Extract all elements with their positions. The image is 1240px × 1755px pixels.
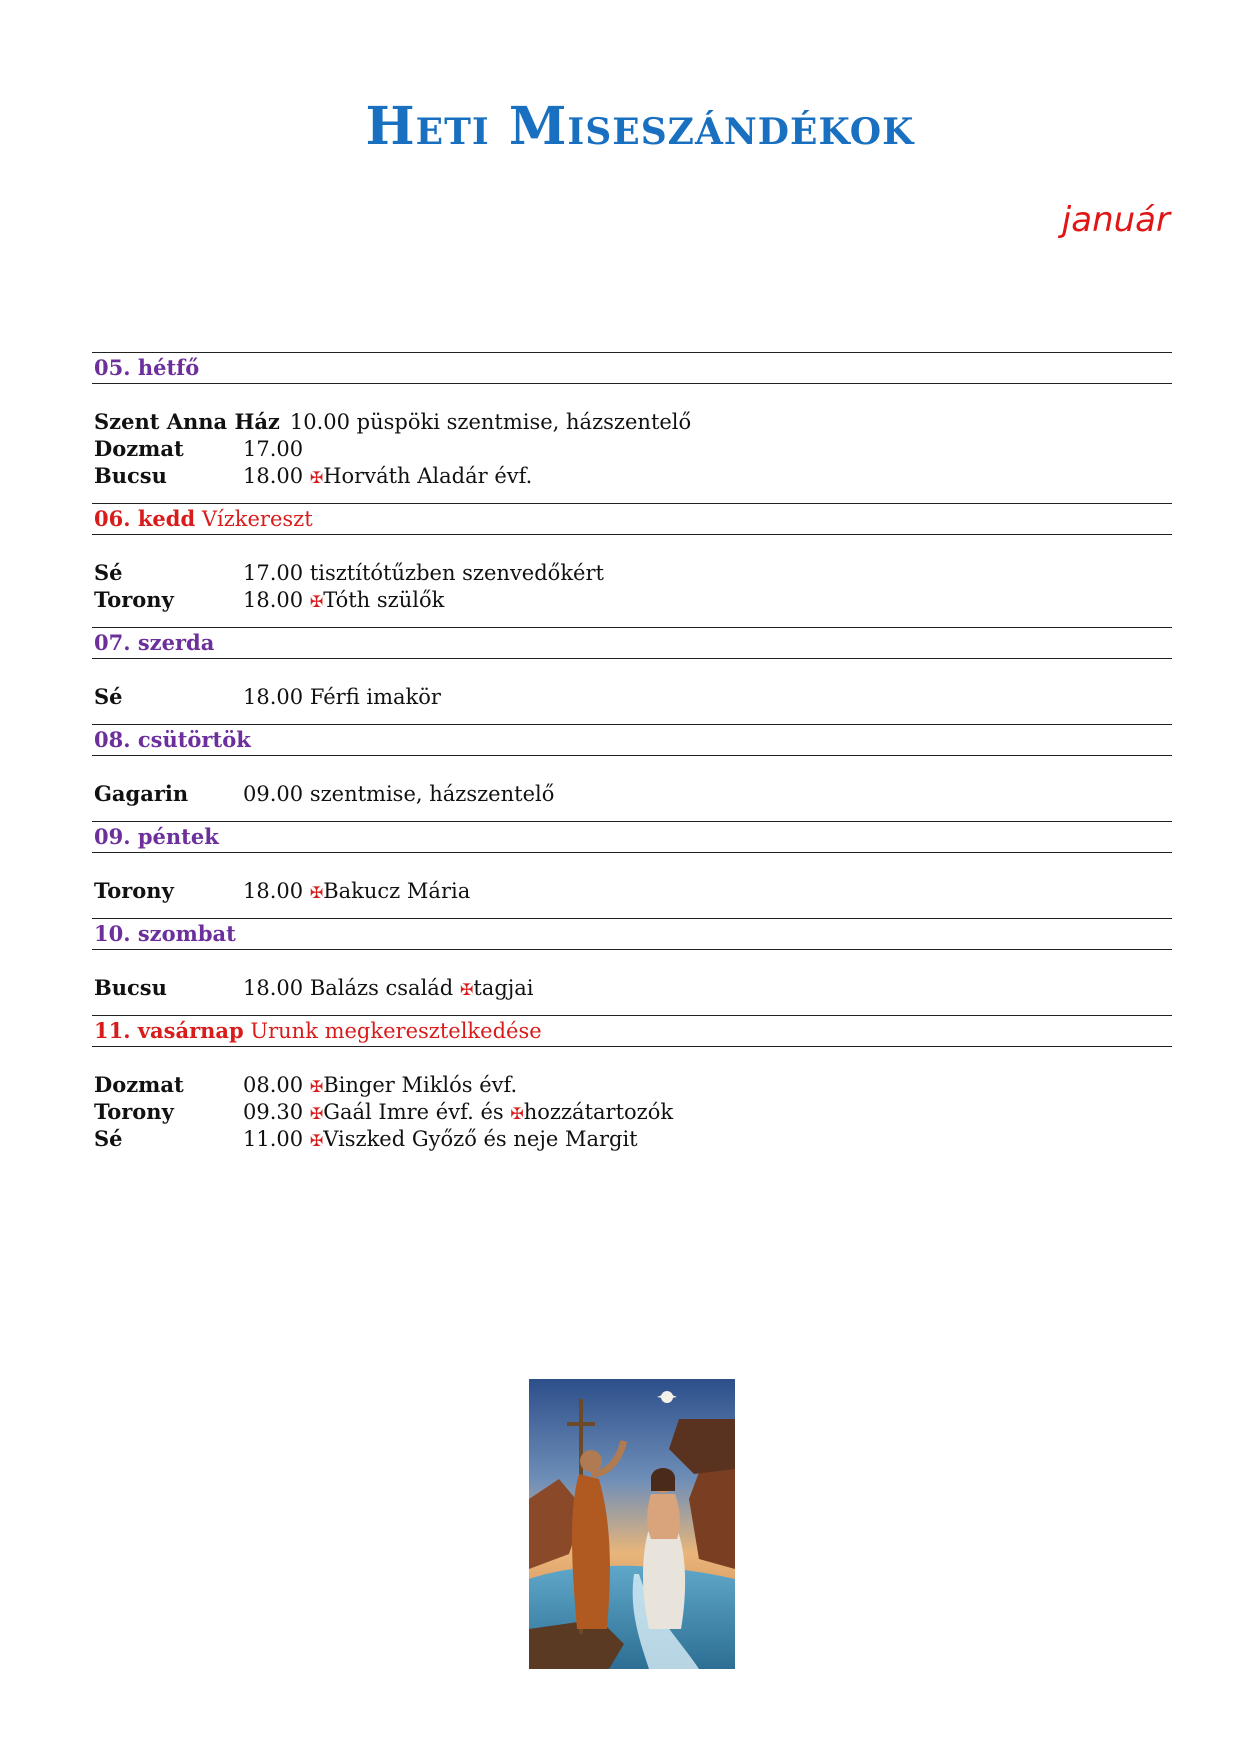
day-entries (92, 950, 1172, 1015)
entry-time: 11.00 (243, 1127, 304, 1151)
day-name: 07. szerda (94, 630, 215, 655)
entry-location: Bucsu (94, 463, 167, 488)
mass-entry (92, 559, 1172, 586)
entry-time: 09.00 (243, 782, 304, 806)
day-entries (92, 853, 1172, 918)
mass-entry (92, 1071, 1172, 1098)
entry-time: 18.00 (243, 588, 304, 612)
cross-icon: ✠ (510, 1104, 524, 1123)
entry-location: Torony (94, 1099, 174, 1124)
entry-intention: Balázs család (309, 976, 454, 1000)
entry-intention-continued: hozzátartozók (523, 1100, 674, 1124)
day-header (92, 918, 1172, 950)
day-entries (92, 659, 1172, 724)
entry-time: 18.00 (243, 879, 304, 903)
entry-location: Dozmat (94, 436, 184, 461)
day-section (92, 1015, 1172, 1166)
entry-time: 17.00 (243, 437, 304, 461)
cross-icon: ✠ (309, 1131, 324, 1150)
page-title: Heti Miseszándékok (365, 96, 915, 157)
day-header (92, 503, 1172, 535)
day-entries (92, 1047, 1172, 1166)
cross-icon: ✠ (459, 980, 474, 999)
day-name: 05. hétfő (94, 355, 200, 380)
day-section (92, 724, 1172, 821)
entry-intention-continued: tagjai (473, 976, 534, 1000)
mass-schedule (92, 352, 1172, 1166)
mass-entry (92, 877, 1172, 904)
feast-name: Urunk megkeresztelkedése (250, 1019, 542, 1043)
day-name: 09. péntek (94, 824, 219, 849)
baptism-painting (529, 1379, 735, 1669)
entry-time: 08.00 (243, 1073, 304, 1097)
entry-intention: Férfi imakör (309, 685, 441, 709)
month-label: január (1061, 200, 1170, 240)
baptism-of-christ-image (529, 1379, 735, 1669)
entry-time: 18.00 (243, 464, 304, 488)
entry-intention: püspöki szentmise, házszentelő (356, 410, 692, 434)
entry-intention: Tóth szülők (323, 588, 445, 612)
day-section (92, 503, 1172, 627)
mass-entry (92, 1098, 1172, 1125)
mass-entry (92, 462, 1172, 489)
cross-icon: ✠ (309, 592, 324, 611)
entry-intention: Gaál Imre évf. és (323, 1100, 504, 1124)
entry-location: Szent Anna Ház (94, 409, 280, 434)
entry-intention: szentmise, házszentelő (309, 782, 555, 806)
day-section (92, 821, 1172, 918)
day-header (92, 1015, 1172, 1047)
cross-icon: ✠ (309, 468, 324, 487)
entry-time: 17.00 (243, 561, 304, 585)
day-name: 06. kedd (94, 506, 196, 531)
day-header (92, 627, 1172, 659)
mass-entry (92, 780, 1172, 807)
mass-entry (92, 586, 1172, 613)
cross-icon: ✠ (309, 1077, 324, 1096)
cross-icon: ✠ (309, 1104, 324, 1123)
day-entries (92, 756, 1172, 821)
mass-entry (92, 408, 1172, 435)
day-entries (92, 535, 1172, 627)
cross-icon: ✠ (309, 883, 324, 902)
entry-intention: tisztítótűzben szenvedőkért (309, 561, 604, 585)
day-header (92, 724, 1172, 756)
day-name: 10. szombat (94, 921, 236, 946)
entry-intention: Viszked Győző és neje Margit (323, 1127, 638, 1151)
day-entries (92, 384, 1172, 503)
entry-location: Dozmat (94, 1072, 184, 1097)
day-section (92, 352, 1172, 503)
mass-entry (92, 974, 1172, 1001)
day-name: 11. vasárnap (94, 1018, 244, 1043)
entry-intention: Horváth Aladár évf. (323, 464, 533, 488)
entry-location: Sé (94, 560, 123, 585)
day-header (92, 352, 1172, 384)
entry-location: Sé (94, 684, 123, 709)
entry-time: 18.00 (243, 976, 304, 1000)
feast-name: Vízkereszt (201, 507, 313, 531)
entry-intention: Binger Miklós évf. (323, 1073, 518, 1097)
entry-intention: Bakucz Mária (323, 879, 471, 903)
entry-time: 10.00 (289, 410, 350, 434)
day-header (92, 821, 1172, 853)
entry-location: Bucsu (94, 975, 167, 1000)
mass-entry (92, 435, 1172, 462)
day-section (92, 627, 1172, 724)
entry-time: 18.00 (243, 685, 304, 709)
mass-entry (92, 683, 1172, 710)
entry-location: Torony (94, 878, 174, 903)
day-name: 08. csütörtök (94, 727, 251, 752)
entry-location: Torony (94, 587, 174, 612)
entry-time: 09.30 (243, 1100, 304, 1124)
entry-location: Sé (94, 1126, 123, 1151)
entry-location: Gagarin (94, 781, 189, 806)
day-section (92, 918, 1172, 1015)
mass-entry (92, 1125, 1172, 1152)
